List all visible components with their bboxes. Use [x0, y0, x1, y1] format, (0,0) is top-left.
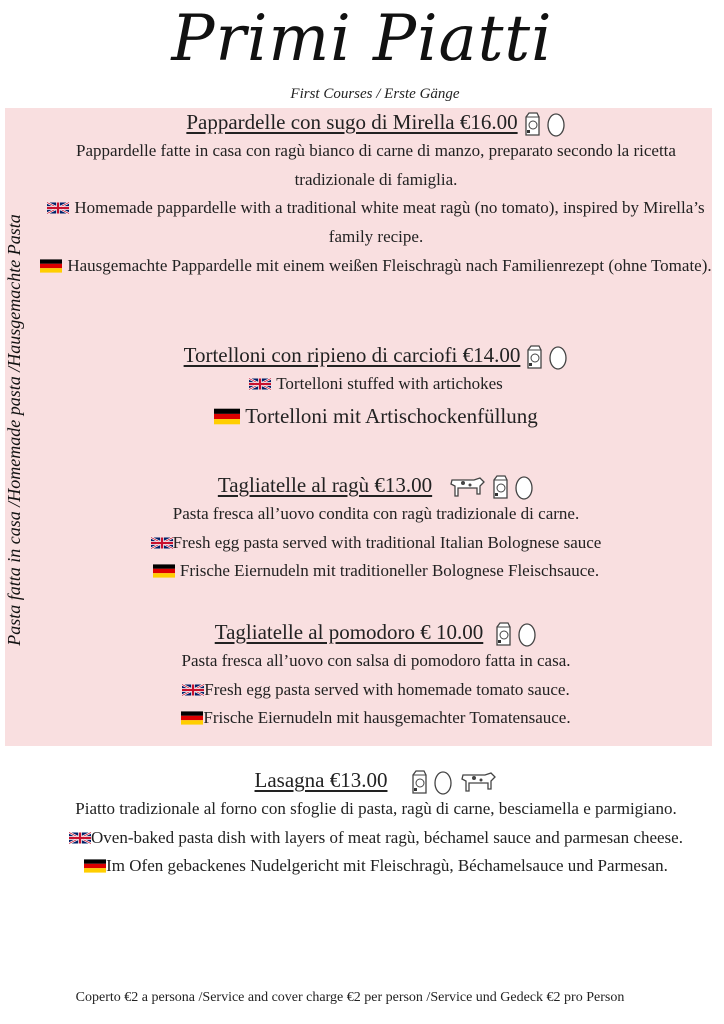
description-en: Fresh egg pasta served with traditional Italian Bolognese sauce: [40, 529, 712, 558]
milk-icon: [409, 769, 429, 795]
section-side-label: Pasta fatta in casa /Homemade pasta /Hausgemachte Pasta: [4, 214, 24, 646]
dish-pappardelle: [40, 107, 712, 280]
page-subtitle: First Courses / Erste Gänge: [290, 86, 460, 102]
description-it: Piatto tradizionale al forno con sfoglie di pasta, ragù di carne, besciamella e parmigiano.: [75, 799, 677, 819]
dish-tagliatelle-pomodoro: [40, 617, 712, 733]
egg-icon: [517, 621, 537, 647]
description-en: Tortelloni stuffed with artichokes: [40, 370, 712, 399]
de-flag-icon: [214, 408, 240, 425]
description-en: Oven-baked pasta dish with layers of meat ragù, béchamel sauce and parmesan cheese.: [40, 824, 712, 853]
dish-heading: [40, 107, 712, 137]
de-flag-icon: [40, 259, 62, 273]
milk-icon: [490, 474, 510, 500]
cow-icon: [457, 769, 497, 795]
cover-charge-note: Coperto €2 a persona /Service and cover charge €2 per person /Service und Gedeck €2 pro Person: [75, 990, 625, 1005]
dish-heading: [40, 617, 712, 647]
dish-name: Lasagna €13.00: [254, 768, 388, 792]
description-de: Frische Eiernudeln mit traditioneller Bolognese Fleischsauce.: [40, 557, 712, 586]
description-en: Fresh egg pasta served with homemade tomato sauce.: [40, 676, 712, 705]
description-de: Im Ofen gebackenes Nudelgericht mit Fleischragù, Béchamelsauce und Parmesan.: [40, 852, 712, 881]
dish-name: Pappardelle con sugo di Mirella €16.00: [186, 110, 518, 134]
milk-icon: [524, 344, 544, 370]
dish-name: Tagliatelle al pomodoro € 10.00: [214, 620, 484, 644]
de-flag-icon: [84, 859, 106, 873]
description-de: Tortelloni mit Artischockenfüllung: [40, 399, 712, 433]
uk-flag-icon: [249, 377, 271, 391]
description-it: Pasta fresca all’uovo con salsa di pomodoro fatta in casa.: [181, 651, 571, 671]
uk-flag-icon: [47, 201, 69, 215]
dish-tagliatelle-ragu: [40, 470, 712, 586]
dish-heading: [40, 470, 712, 500]
uk-flag-icon: [151, 536, 173, 550]
description-de: Hausgemachte Pappardelle mit einem weißen Fleischragù nach Familienrezept (ohne Tomate).: [40, 252, 712, 281]
milk-icon: [493, 621, 513, 647]
de-flag-icon: [153, 564, 175, 578]
description-it: Pasta fresca all’uovo condita con ragù tradizionale di carne.: [172, 504, 580, 524]
dish-heading: [40, 765, 712, 795]
description-en: Homemade pappardelle with a traditional white meat ragù (no tomato), inspired by Mirella’s family recipe.: [40, 194, 712, 251]
dish-lasagna: [40, 765, 712, 881]
milk-icon: [522, 111, 542, 137]
egg-icon: [548, 344, 568, 370]
egg-icon: [433, 769, 453, 795]
dish-heading: [40, 340, 712, 370]
dish-tortelloni: [40, 340, 712, 433]
egg-icon: [514, 474, 534, 500]
egg-icon: [546, 111, 566, 137]
de-flag-icon: [181, 711, 203, 725]
page-title: Primi Piatti: [171, 2, 553, 76]
dish-name: Tagliatelle al ragù €13.00: [217, 473, 433, 497]
uk-flag-icon: [69, 831, 91, 845]
description-de: Frische Eiernudeln mit hausgemachter Tomatensauce.: [40, 704, 712, 733]
dish-name: Tortelloni con ripieno di carciofi €14.00: [183, 343, 521, 367]
cow-icon: [446, 474, 486, 500]
description-it: Pappardelle fatte in casa con ragù bianco di carne di manzo, preparato secondo la ricetta tradizionale di famiglia.: [76, 141, 676, 189]
uk-flag-icon: [182, 683, 204, 697]
